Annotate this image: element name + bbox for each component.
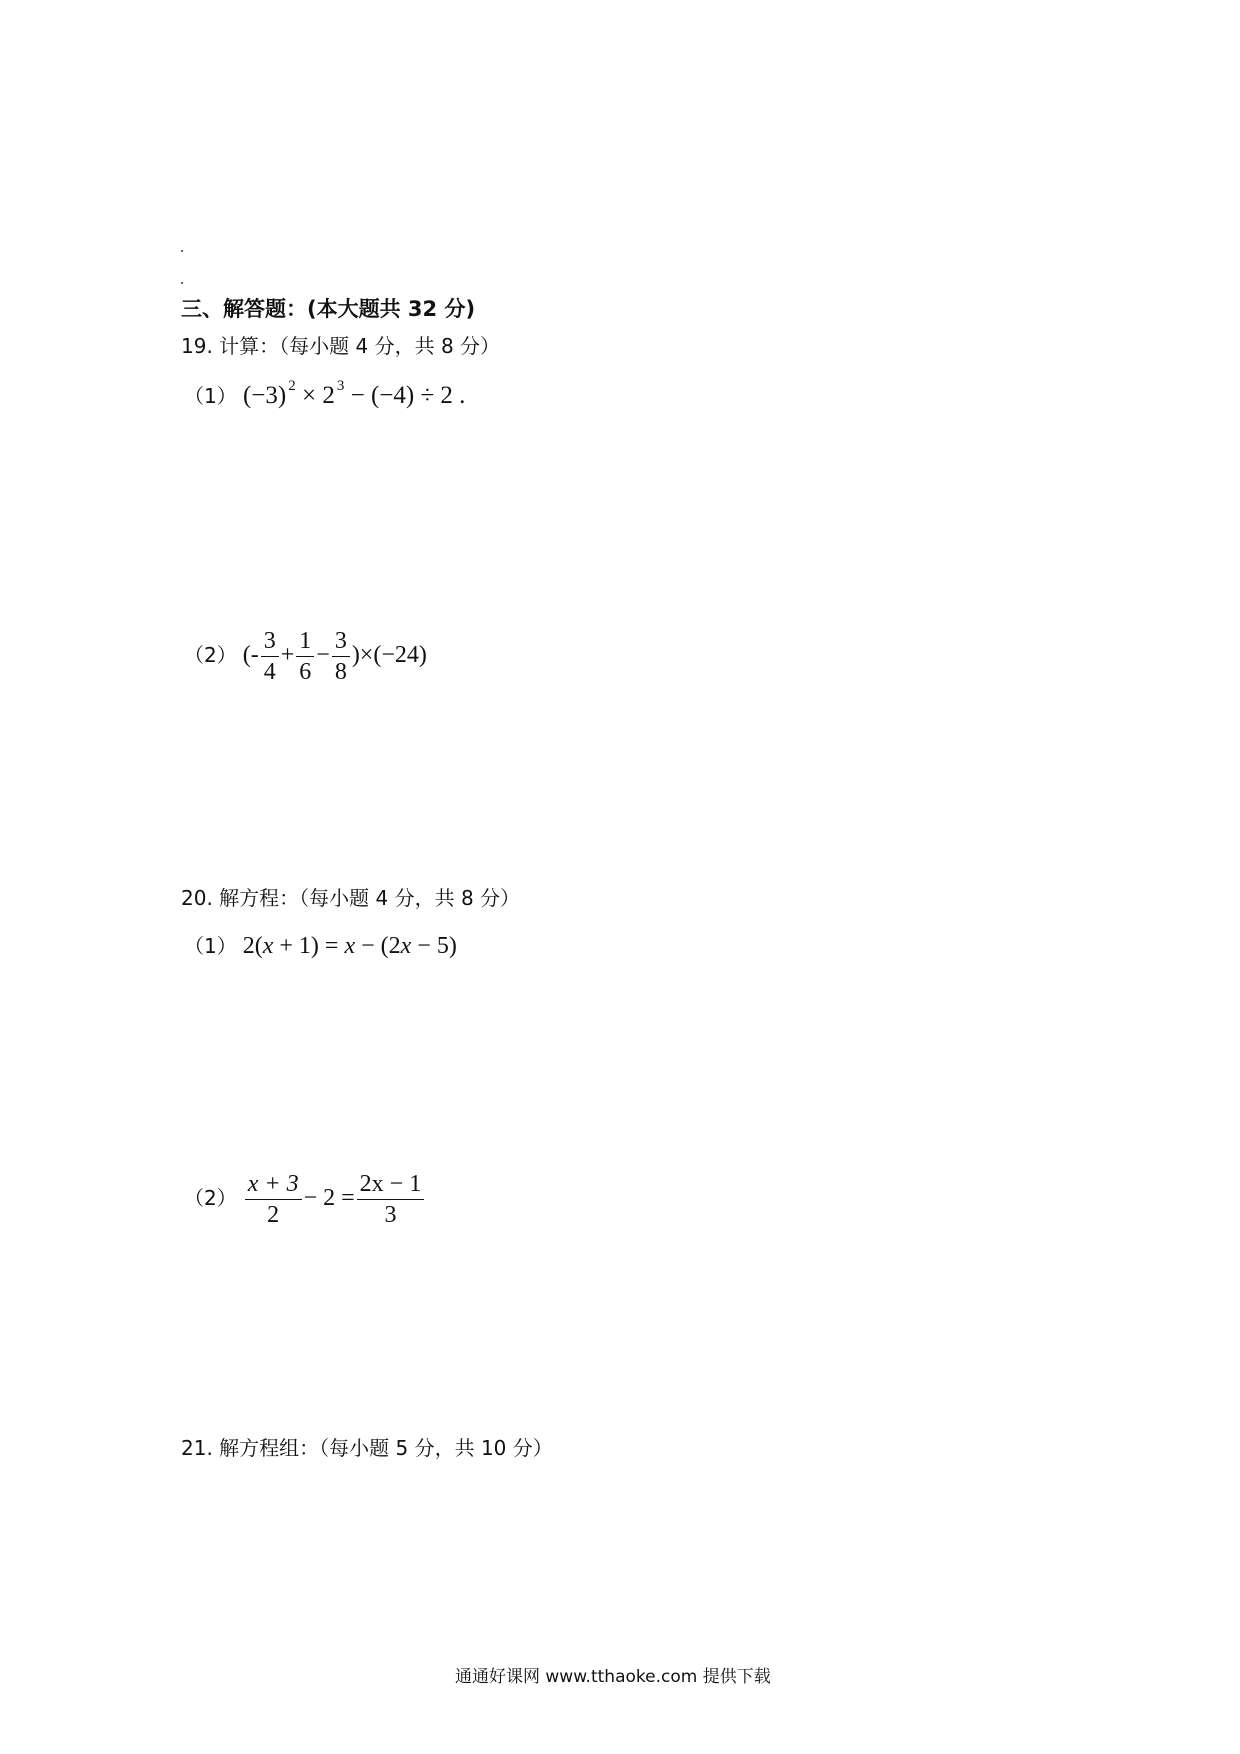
eq-var-3: x	[400, 933, 412, 959]
fraction-2-numerator: 1	[296, 626, 314, 657]
fraction-3-numerator: 3	[332, 626, 350, 657]
fraction-1-numerator: x + 3	[245, 1169, 302, 1200]
part-label: （1）	[184, 934, 237, 958]
fraction-2	[357, 1169, 425, 1230]
fraction-2-denominator: 6	[299, 658, 312, 685]
expr-operator-minus: −	[316, 642, 330, 668]
expr-close: )×(−24)	[351, 642, 427, 668]
expr-operator-plus: +	[280, 642, 295, 668]
question-19-part-2	[184, 622, 427, 688]
fraction-2	[296, 626, 314, 687]
scan-speck-1	[181, 250, 183, 252]
fraction-1	[245, 1169, 302, 1230]
question-20-part-2	[184, 1165, 426, 1231]
expr-exponent-2: 3	[336, 378, 345, 394]
question-20-part-1	[184, 930, 457, 960]
expr-base-2: 2	[322, 382, 335, 409]
fraction-1-numerator: 3	[261, 626, 279, 657]
fraction-2-denominator: 3	[384, 1201, 397, 1228]
fraction-3	[332, 626, 350, 687]
question-21-title: 21. 解方程组：（每小题 5 分，共 10 分）	[181, 1436, 553, 1460]
part-label: （2）	[184, 1186, 237, 1210]
eq-end: − 5)	[411, 933, 457, 959]
eq-var-2: x	[344, 933, 356, 959]
expr-rest: − (−4) ÷ 2 .	[350, 382, 466, 409]
part-label: （1）	[184, 384, 237, 408]
eq-lhs-rest: + 1) =	[273, 933, 345, 959]
expr-exponent-1: 2	[288, 378, 296, 394]
scan-speck-2	[181, 282, 183, 284]
section-heading: 三、解答题：(本大题共 32 分)	[181, 297, 476, 321]
eq-mid: − (2	[355, 933, 401, 959]
question-19-part-1	[184, 380, 465, 410]
fraction-3-denominator: 8	[334, 658, 347, 685]
expr-operator: ×	[301, 382, 317, 409]
fraction-1-denominator: 2	[267, 1201, 280, 1228]
question-20-title: 20. 解方程：（每小题 4 分，共 8 分）	[181, 886, 521, 910]
fraction-1	[261, 626, 279, 687]
fraction-1-denominator: 4	[263, 658, 276, 685]
eq-var-1: x	[262, 933, 274, 959]
question-19-title: 19. 计算：（每小题 4 分，共 8 分）	[181, 334, 501, 358]
footer-watermark: 通通好课网 www.tthaoke.com 提供下载	[455, 1667, 771, 1687]
expr-base-1: (−3)	[242, 382, 287, 409]
part-label: （2）	[184, 643, 237, 667]
eq-lhs: 2(	[242, 933, 263, 959]
fraction-2-numerator: 2x − 1	[357, 1169, 425, 1200]
expr-open: (-	[242, 642, 259, 668]
eq-mid: − 2 =	[303, 1185, 355, 1211]
